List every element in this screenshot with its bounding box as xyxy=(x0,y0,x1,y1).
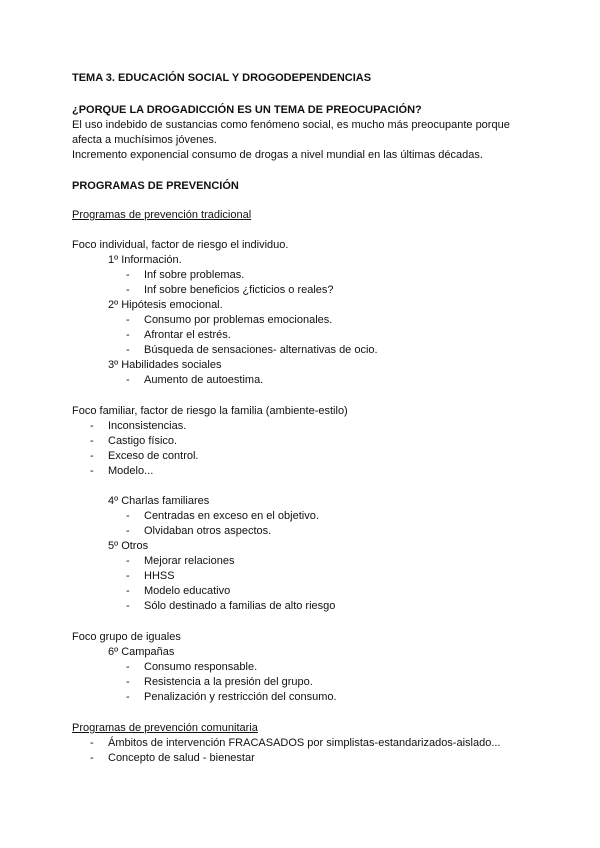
list-item: - Centradas en exceso en el objetivo. xyxy=(126,510,319,522)
bullet-dash: - xyxy=(126,510,130,522)
list-item: - HHSS xyxy=(126,570,175,582)
bullet-dash: - xyxy=(126,555,130,567)
list-item: - Exceso de control. xyxy=(90,450,199,462)
list-item: - Sólo destinado a familias de alto riesgo xyxy=(126,600,336,612)
bullet-dash: - xyxy=(126,314,130,326)
list-item: - Concepto de salud - bienestar xyxy=(90,752,255,764)
title-block xyxy=(72,71,532,86)
list-item: - Consumo responsable. xyxy=(126,661,258,673)
individual-focus-label: Foco individual, factor de riesgo el individuo. xyxy=(72,239,289,251)
bullet-dash: - xyxy=(126,570,130,582)
list-item: - Modelo educativo xyxy=(126,585,231,597)
spacer xyxy=(72,479,532,494)
intro-block xyxy=(72,103,532,163)
list-item: - Mejorar relaciones xyxy=(126,555,235,567)
list-item: - Búsqueda de sensaciones- alternativas de ocio. xyxy=(126,344,378,356)
traditional-heading-block xyxy=(72,208,532,223)
list-item: - Olvidaban otros aspectos. xyxy=(126,525,272,537)
question-heading: ¿PORQUE LA DROGADICCIÓN ES UN TEMA DE PREOCUPACIÓN? xyxy=(72,104,422,116)
peers-focus-block xyxy=(72,630,532,705)
bullet-dash: - xyxy=(90,435,94,447)
bullet-dash: - xyxy=(126,676,130,688)
list-item: - Aumento de autoestima. xyxy=(126,374,264,386)
bullet-dash: - xyxy=(126,284,130,296)
section-heading-block xyxy=(72,179,532,194)
list-item: - Castigo físico. xyxy=(90,435,178,447)
list-item: - Penalización y restricción del consumo. xyxy=(126,691,337,703)
intro-line-3: Incremento exponencial consumo de drogas a nivel mundial en las últimas décadas. xyxy=(72,149,483,161)
list-item: - Ámbitos de intervención FRACASADOS por simplistas-estandarizados-aislado... xyxy=(90,737,501,749)
bullet-dash: - xyxy=(126,344,130,356)
list-item: - Modelo... xyxy=(90,465,154,477)
community-block xyxy=(72,721,532,766)
bullet-dash: - xyxy=(126,525,130,537)
group-label: 4º Charlas familiares xyxy=(108,495,210,507)
list-item: - Consumo por problemas emocionales. xyxy=(126,314,333,326)
group-label: 6º Campañas xyxy=(108,646,175,658)
community-programs-heading: Programas de prevención comunitaria xyxy=(72,722,258,734)
group-label: 2º Hipótesis emocional. xyxy=(108,299,223,311)
bullet-dash: - xyxy=(126,661,130,673)
traditional-programs-heading: Programas de prevención tradicional xyxy=(72,209,252,221)
family-focus-block xyxy=(72,404,532,614)
bullet-dash: - xyxy=(126,269,130,281)
bullet-dash: - xyxy=(126,329,130,341)
family-focus-label: Foco familiar, factor de riesgo la familia (ambiente-estilo) xyxy=(72,405,348,417)
bullet-dash: - xyxy=(90,465,94,477)
section-heading: PROGRAMAS DE PREVENCIÓN xyxy=(72,180,239,192)
bullet-dash: - xyxy=(126,585,130,597)
group-label: 5º Otros xyxy=(108,540,149,552)
peers-focus-label: Foco grupo de iguales xyxy=(72,631,181,643)
bullet-dash: - xyxy=(126,600,130,612)
individual-focus-block xyxy=(72,238,532,388)
intro-line-1: El uso indebido de sustancias como fenómeno social, es mucho más preocupante porque xyxy=(72,119,510,131)
bullet-dash: - xyxy=(126,691,130,703)
bullet-dash: - xyxy=(126,374,130,386)
list-item: - Inf sobre problemas. xyxy=(126,269,245,281)
list-item: - Inf sobre beneficios ¿ficticios o reales? xyxy=(126,284,334,296)
list-item: - Inconsistencias. xyxy=(90,420,187,432)
list-item: - Afrontar el estrés. xyxy=(126,329,231,341)
intro-line-2: afecta a muchísimos jóvenes. xyxy=(72,134,217,146)
bullet-dash: - xyxy=(90,450,94,462)
bullet-dash: - xyxy=(90,752,94,764)
group-label: 3º Habilidades sociales xyxy=(108,359,222,371)
bullet-dash: - xyxy=(90,737,94,749)
list-item: - Resistencia a la presión del grupo. xyxy=(126,676,313,688)
group-label: 1º Información. xyxy=(108,254,182,266)
document-title: TEMA 3. EDUCACIÓN SOCIAL Y DROGODEPENDENCIAS xyxy=(72,72,372,84)
bullet-dash: - xyxy=(90,420,94,432)
